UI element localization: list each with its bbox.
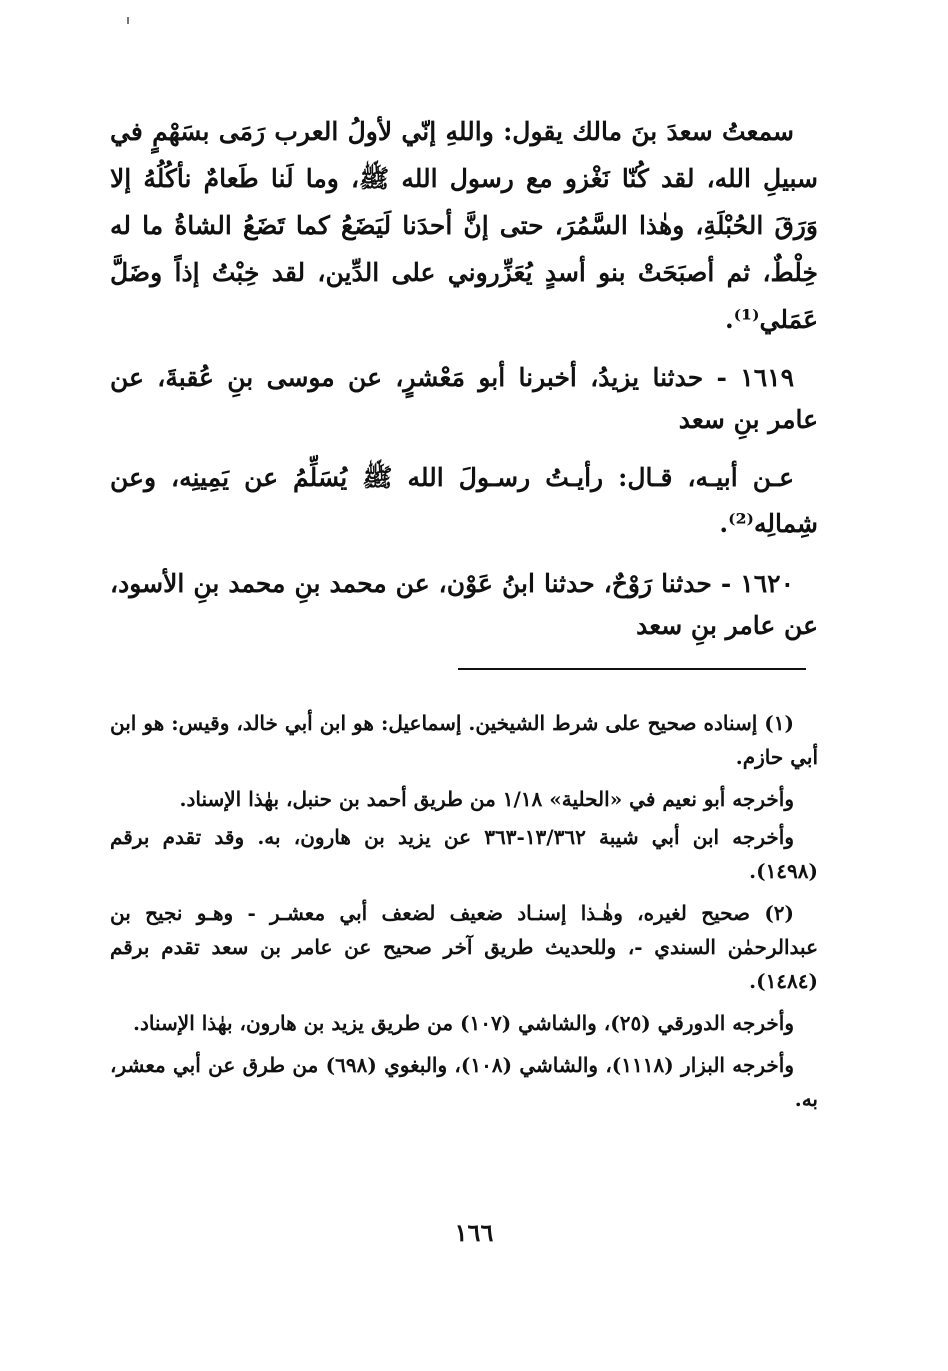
hadith-1619-isnad: ١٦١٩ - حدثنا يزيدُ، أخبرنا أبو مَعْشرٍ، عن موسى بنِ عُقبةَ، عن عامر بنِ سعد (110, 363, 818, 434)
footnote-1-source-ibn-abi-shayba: وأخرجه ابن أبي شيبة ١٣/٣٦٢-٣٦٣ عن يزيد بن هارون، به. وقد تقدم برقم (١٤٩٨). (110, 825, 818, 883)
footnote-2-grading: (٢) صحيح لغيره، وهٰـذا إسنـاد ضعيف لضعف أبي معشـر - وهـو نجيح بن عبدالرحمٰن السندي -، وللحديث طريق آخر صحيح عن عامر بن سعد تقدم برقم (١٤٨٤). (110, 901, 818, 993)
page-number: ١٦٦ (454, 1218, 494, 1247)
narration-paragraph: سمعتُ سعدَ بنَ مالك يقول: واللهِ إنّي لأولُ العرب رَمَى بسَهْمٍ في سبيلِ الله، لقد كُنّا نَغْزو مع رسول الله ﷺ، وما لَنا طَعامٌ نأكُلُهُ إلا وَرَقَ الحُبْلَةِ، وهٰذا السَّمُرَ، حتى إنَّ أحدَنا لَيَضَعُ كما تَضَعُ الشاةُ ما له خِلْطٌ، ثم أصبَحَتْ بنو أسدٍ يُعَزِّروني على الدِّين، لقد خِبْتُ إذاً وضَلَّ عَمَلي⁽¹⁾. (110, 117, 818, 334)
main-text-block (110, 108, 818, 661)
footnote-1-source-abu-nuaym: وأخرجه أبو نعيم في «الحلية» ١/١٨ من طريق أحمد بن حنبل، بهٰذا الإسناد. (179, 787, 794, 811)
footnote-2-source-dawraqi: وأخرجه الدورقي (٢٥)، والشاشي (١٠٧) من طريق يزيد بن هارون، بهٰذا الإسناد. (133, 1011, 794, 1035)
hadith-1620-isnad: ١٦٢٠ - حدثنا رَوْحٌ، حدثنا ابنُ عَوْن، عن محمد بنِ محمد بنِ الأسود، عن عامر بنِ سعد (110, 569, 818, 640)
hadith-1619-matn: عـن أبيـه، قـال: رأيـتُ رسـولَ الله ﷺ يُسَلِّمُ عن يَمِينِه، وعن شِمالِه⁽²⁾. (110, 463, 818, 538)
scan-artifact-mark (127, 17, 129, 24)
footnote-2-source-bazzar: وأخرجه البزار (١١١٨)، والشاشي (١٠٨)، والبغوي (٦٩٨) من طرق عن أبي معشر، به. (110, 1053, 818, 1111)
footnotes-block (110, 706, 818, 1124)
footnote-1-grading: (١) إسناده صحيح على شرط الشيخين. إسماعيل: هو ابن أبي خالد، وقيس: هو ابن أبي حازم. (110, 711, 818, 769)
footnote-separator (458, 668, 806, 670)
